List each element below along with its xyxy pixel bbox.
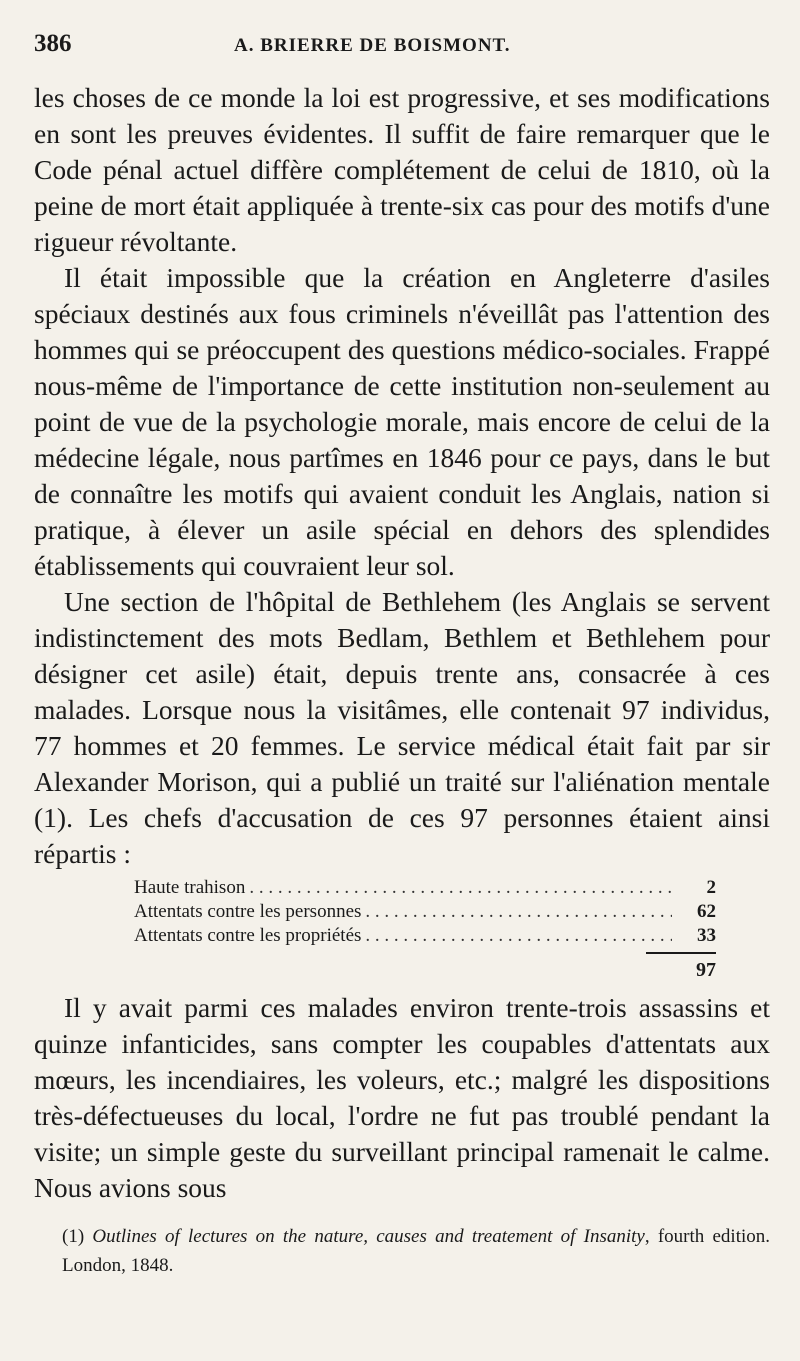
footnote-rest: , fourth edition. London, 1848. <box>62 1226 771 1276</box>
running-head-author: A. BRIERRE DE BOISMONT. <box>234 35 511 56</box>
paragraph-asylums: Il était impossible que la création en Angleterre d'asiles spéciaux destinés aux fous criminels n'éveillât pas l'attention des hommes qui se préoccupent des questions médico-sociales. Frappé nous-même de l'importance de cette institution non-seulement au point de vue de la psychologie morale, mais encore de celui de la médecine légale, nous partîmes en 1846 pour ce pays, dans le but de connaître les motifs qui avaient conduit les Anglais, nation si pratique, à élever un asile spécial en dehors des splendides établissements qui couvraient leur sol. <box>34 262 770 581</box>
dot-leader <box>365 924 672 948</box>
body-text <box>34 80 770 1206</box>
dot-leader <box>365 900 672 924</box>
tally-row <box>134 900 716 924</box>
paragraph-closing: Il y avait parmi ces malades environ trente-trois assassins et quinze infanticides, sans compter les coupables d'attentats aux mœurs, les incendiaires, les voleurs, etc.; malgré les dispositions très-défectueuses du local, l'ordre ne fut pas troublé pendant la visite; un simple geste du surveillant principal ramenait le calme. Nous avions sous <box>34 992 770 1203</box>
footnote-marker: (1) <box>62 1226 85 1247</box>
tally-value: 62 <box>697 901 716 922</box>
dot-leader <box>249 876 672 900</box>
tally-total-row <box>134 952 716 982</box>
tally-label: Attentats contre les personnes <box>134 901 362 922</box>
tally-total: 97 <box>646 952 716 982</box>
page-number: 386 <box>34 30 72 57</box>
tally-row <box>134 876 716 900</box>
footnote <box>34 1222 770 1280</box>
tally-label: Haute trahison <box>134 877 246 898</box>
paragraph-bethlehem: Une section de l'hôpital de Bethlehem (les Anglais se servent indistinctement des mots Bedlam, Bethlem et Bethlehem pour désigner cet asile) était, depuis trente ans, consacrée à ces malades. Lorsque nous la visitâmes, elle contenait 97 individus, 77 hommes et 20 femmes. Le service médical était fait par sir Alexander Morison, qui a publié un traité sur l'aliénation mentale (1). Les chefs d'accusation de ces 97 personnes étaient ainsi répartis : <box>34 586 770 869</box>
running-head <box>34 30 770 80</box>
tally-value: 33 <box>697 925 716 946</box>
footnote-title: Outlines of lectures on the nature, causes and treatement of Insanity <box>92 1226 645 1247</box>
paragraph-continuation: les choses de ce monde la loi est progressive, et ses modifications en sont les preuves évidentes. Il suffit de faire remarquer que le Code pénal actuel diffère complétement de celui de 1810, où la peine de mort était appliquée à trente-six cas pour des motifs d'une rigueur révoltante. <box>34 82 770 257</box>
tally-row <box>134 924 716 948</box>
tally-value: 2 <box>706 877 716 898</box>
charges-tally <box>134 876 716 982</box>
tally-label: Attentats contre les propriétés <box>134 925 362 946</box>
